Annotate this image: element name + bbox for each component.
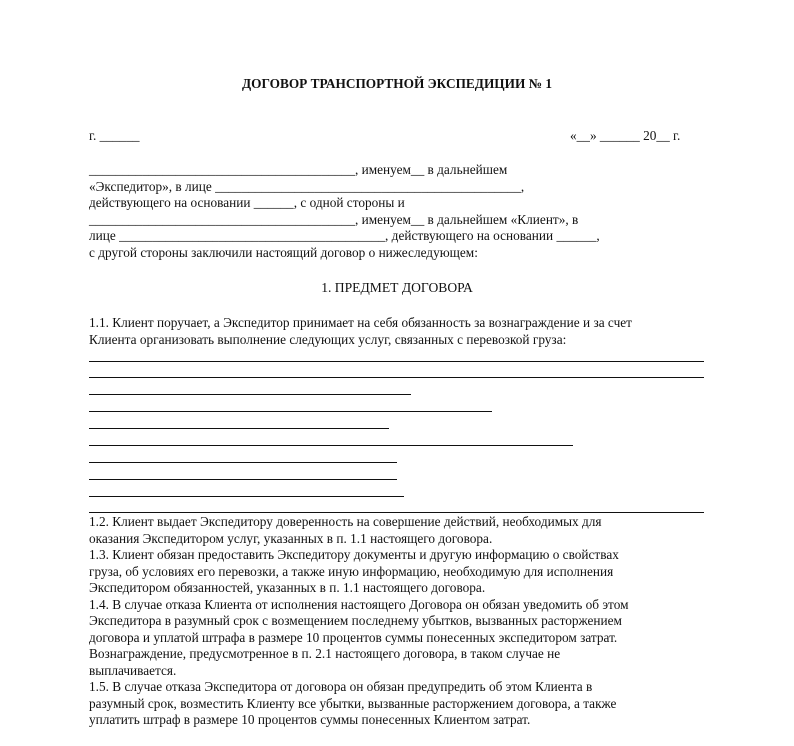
clauses-block <box>89 514 709 729</box>
parties-line: лице ________________________________________, действующего на основании ______, <box>89 228 600 243</box>
blank-line <box>89 377 704 378</box>
blank-line <box>89 411 492 412</box>
clause-line: оказания Экспедитором услуг, указанных в п. 1.1 настоящего договора. <box>89 530 493 546</box>
blank-line <box>89 445 573 446</box>
blank-line <box>89 496 404 497</box>
clause-line: разумный срок, возместить Клиенту все убытки, вызванные расторжением договора, а также <box>89 695 617 711</box>
parties-line: действующего на основании ______, с одной стороны и <box>89 195 405 210</box>
date-line: «__» ______ 20__ г. <box>570 128 681 143</box>
clause-line: 1.1. Клиент поручает, а Экспедитор принимает на себя обязанность за вознаграждение и за счет <box>89 315 632 330</box>
parties-line: «Экспедитор», в лице ______________________________________________, <box>89 178 525 194</box>
clause-line: договора и уплатой штрафа в размере 10 процентов суммы понесенных экспедитором затрат. <box>89 629 618 645</box>
clause-line: 1.5. В случае отказа Экспедитора от договора он обязан предупредить об этом Клиента в <box>89 679 593 694</box>
clause-line: 1.2. Клиент выдает Экспедитору доверенность на совершение действий, необходимых для <box>89 514 602 529</box>
clause-line: груза, об условиях его перевозки, а также иную информацию, необходимую для исполнения <box>89 563 614 579</box>
blank-line <box>89 361 704 362</box>
clause-line: Вознаграждение, предусмотренное в п. 2.1 настоящего договора, в таком случае не <box>89 646 561 661</box>
clause-1-1 <box>89 315 709 348</box>
parties-line: ________________________________________, именуем__ в дальнейшем «Клиент», в <box>89 211 579 227</box>
clause-line: выплачивается. <box>89 662 177 678</box>
blank-line <box>89 462 397 463</box>
clause-line: Экспедитором обязанностей, указанных в п. 1.1 настоящего договора. <box>89 580 486 595</box>
clause-line: 1.3. Клиент обязан предоставить Экспедитору документы и другую информацию о свойствах <box>89 547 619 562</box>
clause-line: уплатить штраф в размере 10 процентов суммы понесенных Клиентом затрат. <box>89 712 531 727</box>
city-line: г. ______ <box>89 128 140 143</box>
blank-line <box>89 479 397 480</box>
blank-line <box>89 394 411 395</box>
clause-line: Клиента организовать выполнение следующих услуг, связанных с перевозкой груза: <box>89 331 567 347</box>
parties-line: с другой стороны заключили настоящий договор о нижеследующем: <box>89 244 478 260</box>
blank-line <box>89 428 389 429</box>
clause-line: Экспедитора в разумный срок с возмещением последнему убытков, вызванных расторжением <box>89 613 622 628</box>
parties-line: ________________________________________, именуем__ в дальнейшем <box>89 162 508 177</box>
document-title: ДОГОВОР ТРАНСПОРТНОЙ ЭКСПЕДИЦИИ № 1 <box>242 76 552 91</box>
parties-block <box>89 162 709 261</box>
section-title: 1. ПРЕДМЕТ ДОГОВОРА <box>321 280 473 295</box>
clause-line: 1.4. В случае отказа Клиента от исполнения настоящего Договора он обязан уведомить об этом <box>89 596 629 612</box>
blank-line <box>89 512 704 513</box>
